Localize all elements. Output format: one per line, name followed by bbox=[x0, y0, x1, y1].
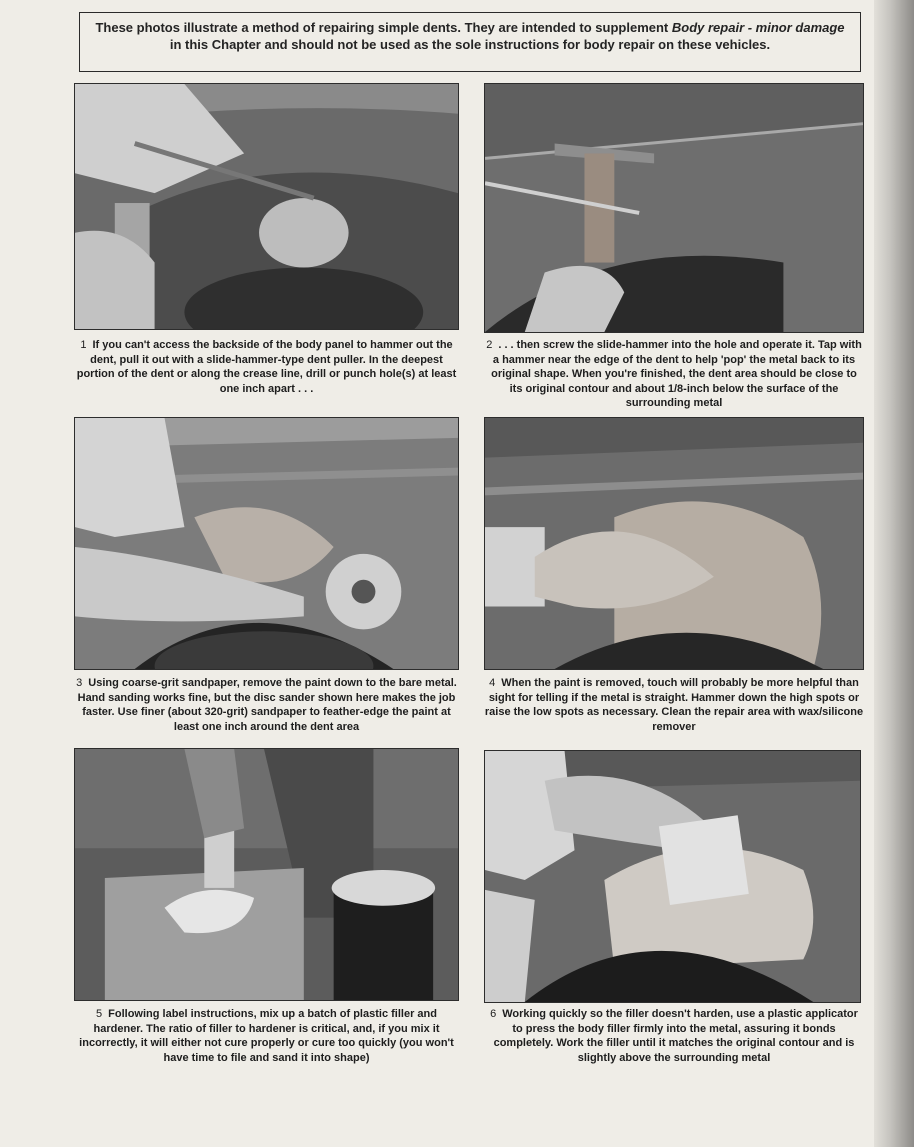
step-number-4: 4 bbox=[489, 677, 496, 689]
photo-5 bbox=[74, 748, 459, 1001]
caption-text-3: Using coarse-grit sandpaper, remove the paint down to the bare metal. Hand sanding works fine, but the disc sander shown here makes the job faster. Use finer (about 320-grit) sandpaper to feather-edge the paint at least one inch around the dent area bbox=[77, 677, 457, 733]
page-edge-shadow bbox=[874, 0, 914, 1147]
caption-text-6: Working quickly so the filler doesn't harden, use a plastic applicator to press the body filler firmly into the metal, assuring it bonds completely. Work the filler until it matches the original contour and is slightly above the surrounding metal bbox=[493, 1008, 858, 1064]
step-number-6: 6 bbox=[490, 1008, 497, 1020]
caption-text-1: If you can't access the backside of the body panel to hammer out the dent, pull it out with a slide-hammer-type dent puller. In the deepest portion of the dent or along the crease line, drill or punch hole(s) at least one inch apart . . . bbox=[76, 339, 457, 395]
intro-text-end: in this Chapter and should not be used as the sole instructions for body repair on these vehicles. bbox=[169, 37, 771, 52]
step-number-1: 1 bbox=[80, 339, 87, 351]
photo-4 bbox=[484, 417, 864, 670]
photo-1 bbox=[74, 83, 459, 330]
caption-2 bbox=[484, 338, 864, 411]
photo-6 bbox=[484, 750, 861, 1003]
step-number-2: 2 bbox=[486, 339, 493, 351]
caption-3 bbox=[74, 676, 459, 734]
intro-box bbox=[79, 12, 861, 72]
photo-2 bbox=[484, 83, 864, 333]
intro-text-start: These photos illustrate a method of repairing simple dents. They are intended to supplement bbox=[95, 20, 672, 35]
caption-4 bbox=[484, 676, 864, 734]
caption-6 bbox=[484, 1007, 864, 1065]
caption-text-2: . . . then screw the slide-hammer into the hole and operate it. Tap with a hammer near the edge of the dent to help 'pop' the metal back to its original shape. When you're finished, the dent area should be close to its original contour and about 1/8-inch below the surface of the surrounding metal bbox=[491, 339, 862, 409]
step-number-3: 3 bbox=[76, 677, 83, 689]
caption-1 bbox=[74, 338, 459, 396]
intro-emphasis: Body repair - minor damage bbox=[671, 20, 845, 35]
caption-text-5: Following label instructions, mix up a batch of plastic filler and hardener. The ratio of filler to hardener is critical, and, if you mix it incorrectly, it will either not cure properly or cure too quickly (you won't have time to file and sand it into shape) bbox=[79, 1008, 454, 1064]
photo-3 bbox=[74, 417, 459, 670]
caption-5 bbox=[74, 1007, 459, 1065]
caption-text-4: When the paint is removed, touch will probably be more helpful than sight for telling if the metal is straight. Hammer down the high spots or raise the low spots as necessary. Clean the repair area with wax/silicone remover bbox=[484, 677, 864, 733]
step-number-5: 5 bbox=[96, 1008, 103, 1020]
